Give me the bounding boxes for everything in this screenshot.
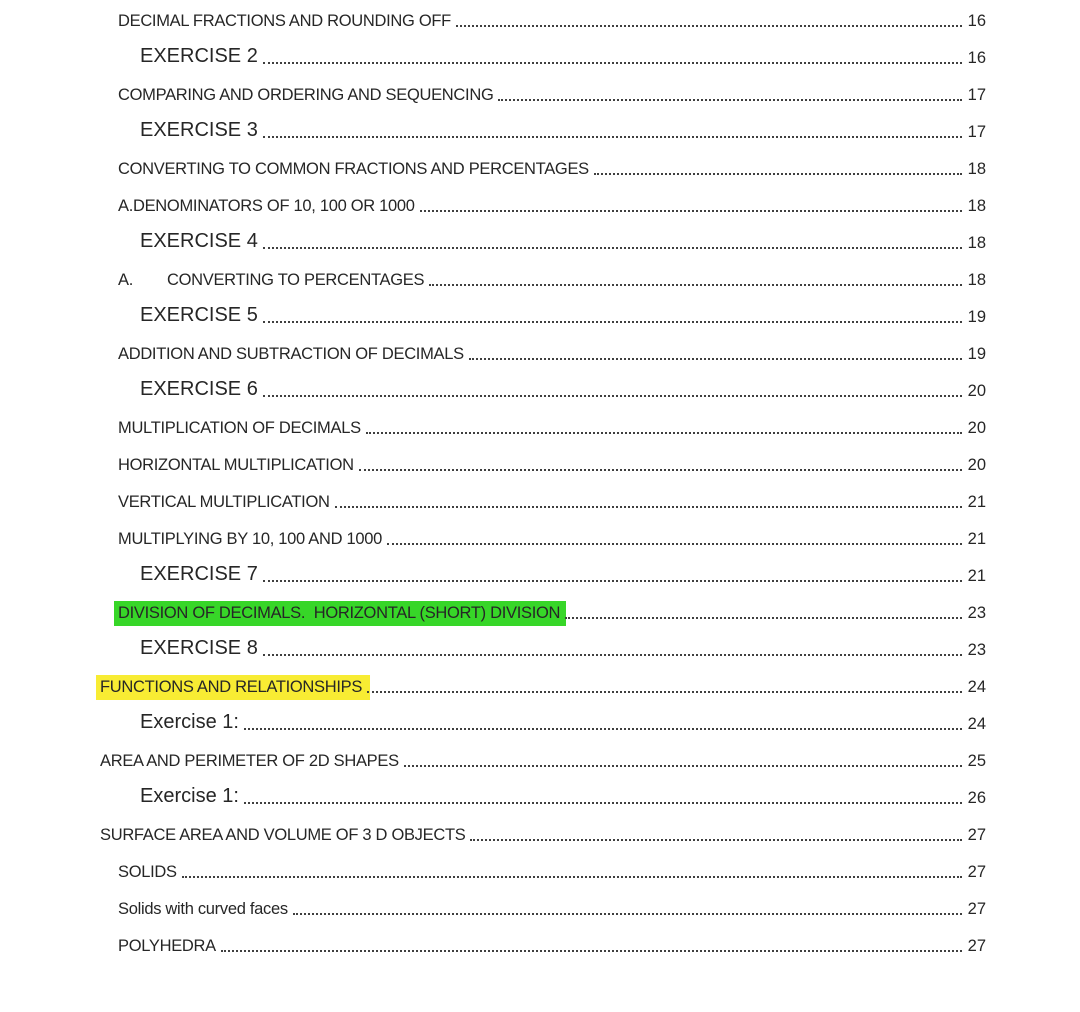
- toc-row[interactable]: [100, 148, 986, 185]
- toc-entry-label: AREA AND PERIMETER OF 2D SHAPES: [100, 751, 399, 770]
- toc-entry-label: SOLIDS: [118, 862, 177, 881]
- toc-page-number: 20: [967, 418, 986, 437]
- toc-page-number: 21: [967, 529, 986, 548]
- toc-leader-dots: [429, 284, 962, 286]
- toc-leader-dots: [469, 358, 962, 360]
- toc-entry-label: EXERCISE 5: [140, 304, 258, 326]
- toc-leader-dots: [221, 950, 962, 952]
- toc-page-number: 24: [967, 677, 986, 696]
- toc-leader-dots: [263, 247, 962, 249]
- toc-row[interactable]: [100, 37, 986, 74]
- toc-leader-dots: [263, 321, 962, 323]
- toc-page-number: 20: [967, 381, 986, 400]
- toc-row[interactable]: [100, 481, 986, 518]
- toc-row[interactable]: [100, 222, 986, 259]
- toc-row[interactable]: [100, 666, 986, 703]
- toc-entry-label: Exercise 1:: [140, 711, 239, 733]
- toc-page-number: 27: [967, 899, 986, 918]
- toc-leader-dots: [359, 469, 962, 471]
- toc-page-number: 21: [967, 492, 986, 511]
- toc-entry-label: CONVERTING TO COMMON FRACTIONS AND PERCENTAGES: [118, 159, 589, 178]
- toc-page-number: 18: [967, 159, 986, 178]
- toc-entry-label: EXERCISE 4: [140, 230, 258, 252]
- toc-entry-label: POLYHEDRA: [118, 936, 216, 955]
- toc-leader-dots: [387, 543, 962, 545]
- toc-entry-label: Exercise 1:: [140, 785, 239, 807]
- toc-page-number: 17: [967, 122, 986, 141]
- toc-row[interactable]: [100, 851, 986, 888]
- toc-page-number: 18: [967, 270, 986, 289]
- toc-entry-label: ADDITION AND SUBTRACTION OF DECIMALS: [118, 344, 464, 363]
- toc-entry-label: EXERCISE 8: [140, 637, 258, 659]
- toc-leader-dots: [263, 580, 962, 582]
- toc-row[interactable]: [100, 296, 986, 333]
- toc-row[interactable]: [100, 740, 986, 777]
- toc-page-number: 27: [967, 936, 986, 955]
- toc-row[interactable]: [100, 370, 986, 407]
- toc-entry-label: SURFACE AREA AND VOLUME OF 3 D OBJECTS: [100, 825, 466, 844]
- toc-entry-label: VERTICAL MULTIPLICATION: [118, 492, 330, 511]
- toc-page-number: 26: [967, 788, 986, 807]
- toc-entry-prefix: A.: [118, 270, 133, 289]
- toc-row[interactable]: [100, 518, 986, 555]
- toc-page-number: 27: [967, 862, 986, 881]
- toc-leader-dots: [456, 25, 962, 27]
- toc-row[interactable]: [100, 629, 986, 666]
- toc-leader-dots: [244, 728, 962, 730]
- toc-page-number: 20: [967, 455, 986, 474]
- toc-row[interactable]: [100, 814, 986, 851]
- toc-leader-dots: [366, 432, 962, 434]
- toc-row[interactable]: [100, 111, 986, 148]
- toc-page-number: 16: [967, 48, 986, 67]
- toc-leader-dots: [404, 765, 962, 767]
- toc-row[interactable]: [100, 0, 986, 37]
- toc-leader-dots: [335, 506, 962, 508]
- toc-page-number: 19: [967, 344, 986, 363]
- toc-leader-dots: [263, 62, 962, 64]
- toc-page-number: 23: [967, 603, 986, 622]
- toc-leader-dots: [367, 691, 962, 693]
- toc-entry-label: EXERCISE 7: [140, 563, 258, 585]
- toc-leader-dots: [420, 210, 962, 212]
- toc-row[interactable]: [100, 888, 986, 925]
- toc-row[interactable]: [100, 259, 986, 296]
- toc-page-number: 19: [967, 307, 986, 326]
- toc-row[interactable]: [100, 444, 986, 481]
- toc-row[interactable]: [100, 185, 986, 222]
- toc-entry-label: EXERCISE 6: [140, 378, 258, 400]
- toc-page-number: 25: [967, 751, 986, 770]
- toc-entry-label: HORIZONTAL MULTIPLICATION: [118, 455, 354, 474]
- toc-leader-dots: [263, 395, 962, 397]
- toc-row[interactable]: [100, 333, 986, 370]
- toc-page-number: 18: [967, 196, 986, 215]
- toc-entry-label: FUNCTIONS AND RELATIONSHIPS: [96, 675, 370, 701]
- toc-page-number: 23: [967, 640, 986, 659]
- toc-row[interactable]: [100, 592, 986, 629]
- toc-leader-dots: [263, 136, 962, 138]
- toc-row[interactable]: [100, 925, 986, 962]
- toc-page-number: 27: [967, 825, 986, 844]
- toc-entry-label: Solids with curved faces: [118, 899, 288, 918]
- toc-row[interactable]: [100, 407, 986, 444]
- toc-leader-dots: [498, 99, 962, 101]
- toc-leader-dots: [594, 173, 962, 175]
- toc-page-number: 24: [967, 714, 986, 733]
- toc-leader-dots: [182, 876, 962, 878]
- toc-entry-label: CONVERTING TO PERCENTAGES: [167, 270, 425, 289]
- toc-leader-dots: [293, 913, 962, 915]
- toc-entry-label: DECIMAL FRACTIONS AND ROUNDING OFF: [118, 11, 451, 30]
- toc-leader-dots: [263, 654, 962, 656]
- toc-page-number: 21: [967, 566, 986, 585]
- toc-row[interactable]: [100, 703, 986, 740]
- toc-page-number: 16: [967, 11, 986, 30]
- toc-leader-dots: [565, 617, 962, 619]
- toc-page-number: 18: [967, 233, 986, 252]
- toc-entry-label: A.DENOMINATORS OF 10, 100 OR 1000: [118, 196, 415, 215]
- toc-entry-label: MULTIPLYING BY 10, 100 AND 1000: [118, 529, 383, 548]
- toc-leader-dots: [470, 839, 962, 841]
- toc-row[interactable]: [100, 74, 986, 111]
- toc-entry-label: EXERCISE 3: [140, 119, 258, 141]
- toc-page-number: 17: [967, 85, 986, 104]
- toc-row[interactable]: [100, 555, 986, 592]
- toc-row[interactable]: [100, 777, 986, 814]
- toc-entry-label: COMPARING AND ORDERING AND SEQUENCING: [118, 85, 494, 104]
- toc-leader-dots: [244, 802, 962, 804]
- toc-entry-label: DIVISION OF DECIMALS. HORIZONTAL (SHORT) DIVISION: [114, 601, 566, 627]
- toc-entry-label: MULTIPLICATION OF DECIMALS: [118, 418, 361, 437]
- toc-entry-label: EXERCISE 2: [140, 45, 258, 67]
